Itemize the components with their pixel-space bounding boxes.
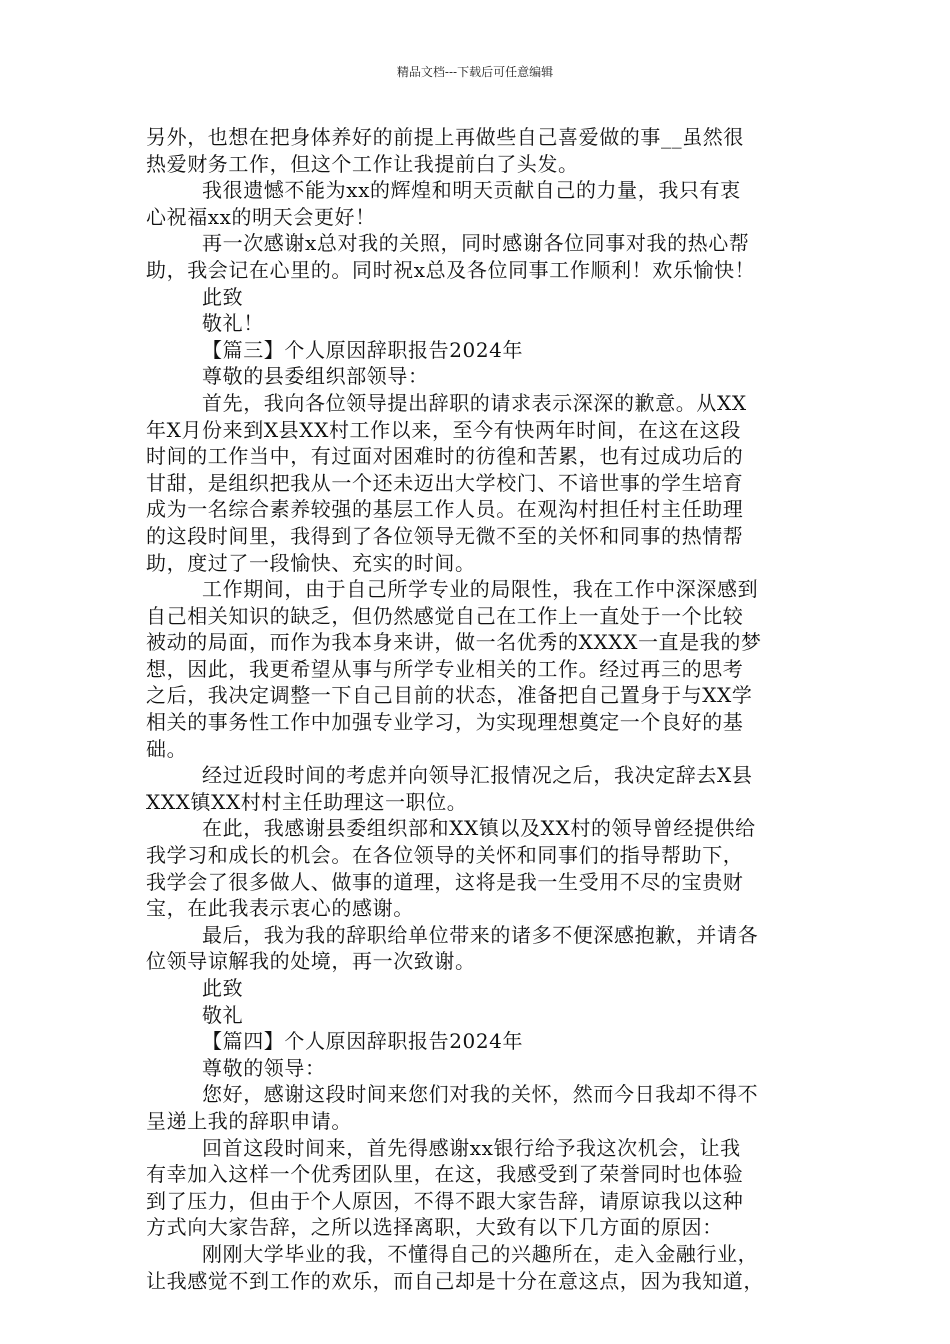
text-line: 让我感觉不到工作的欢乐，而自己却是十分在意这点，因为我知道， [146,1268,764,1293]
text-line: 首先，我向各位领导提出辞职的请求表示深深的歉意。从XX [202,390,747,415]
text-line: 尊敬的县委组织部领导： [202,364,429,389]
text-line: 相关的事务性工作中加强专业学习，为实现理想奠定一个良好的基 [146,710,744,735]
text-line: 工作期间，由于自己所学专业的局限性，我在工作中深深感到 [202,577,759,602]
text-line: 被动的局面，而作为我本身来讲，做一名优秀的XXXX一直是我的梦 [146,630,762,655]
text-line: 甘甜，是组织把我从一个还未迈出大学校门、不谙世事的学生培育 [146,470,744,495]
text-line: 刚刚大学毕业的我，不懂得自己的兴趣所在，走入金融行业， [202,1241,759,1266]
text-line: 回首这段时间来，首先得感谢xx银行给予我这次机会，让我 [202,1135,741,1160]
text-line: 础。 [146,736,188,761]
text-line: 呈递上我的辞职申请。 [146,1108,352,1133]
text-line: 再一次感谢x总对我的关照，同时感谢各位同事对我的热心帮 [202,231,750,256]
text-line: 的这段时间里，我得到了各位领导无微不至的关怀和同事的热情帮 [146,523,744,548]
text-line: 助，我会记在心里的。同时祝x总及各位同事工作顺利！欢乐愉快！ [146,257,756,282]
text-line: 自己相关知识的缺乏，但仍然感觉自己在工作上一直处于一个比较 [146,603,744,628]
text-line: 在此，我感谢县委组织部和XX镇以及XX村的领导曾经提供给 [202,816,756,841]
text-line: 之后，我决定调整一下自己目前的状态，准备把自己置身于与XX学 [146,683,753,708]
text-line: 位领导谅解我的处境，再一次致谢。 [146,949,476,974]
text-line: XXX镇XX村村主任助理这一职位。 [146,789,468,814]
text-line: 宝，在此我表示衷心的感谢。 [146,896,414,921]
text-line: 敬礼 [202,1002,244,1027]
text-line: 【篇四】个人原因辞职报告2024年 [202,1029,524,1054]
text-line: 热爱财务工作，但这个工作让我提前白了头发。 [146,151,579,176]
text-line: 此致 [202,976,244,1000]
text-line: 心祝福xx的明天会更好！ [146,204,376,229]
text-line: 此致 [202,284,244,309]
text-line: 有幸加入这样一个优秀团队里，在这，我感受到了荣誉同时也体验 [146,1162,744,1187]
text-line: 另外，也想在把身体养好的前提上再做些自己喜爱做的事__虽然很 [146,125,744,149]
text-line: 到了压力，但由于个人原因，不得不跟大家告辞，请原谅我以这种 [146,1188,744,1213]
document-body [146,124,822,1294]
text-line: 成为一名综合素养较强的基层工作人员。在观沟村担任村主任助理 [146,497,744,522]
text-line: 【篇三】个人原因辞职报告2024年 [202,337,524,362]
page-header: 精品文档---下载后可任意编辑 [396,65,554,79]
text-line: 我学会了很多做人、做事的道理，这将是我一生受用不尽的宝贵财 [146,869,744,894]
text-line: 方式向大家告辞，之所以选择离职，大致有以下几方面的原因： [146,1215,723,1240]
text-line: 尊敬的领导： [202,1055,326,1080]
text-line: 助，度过了一段愉快、充实的时间。 [146,550,476,575]
text-line: 年X月份来到X县XX村工作以来，至今有快两年时间，在这在这段 [146,417,741,442]
text-line: 我很遗憾不能为xx的辉煌和明天贡献自己的力量，我只有衷 [202,178,741,203]
text-line: 想，因此，我更希望从事与所学专业相关的工作。经过再三的思考 [146,656,744,681]
text-line: 我学习和成长的机会。在各位领导的关怀和同事们的指导帮助下， [146,843,744,868]
text-line: 您好，感谢这段时间来您们对我的关怀，然而今日我却不得不 [202,1082,759,1107]
text-line: 最后，我为我的辞职给单位带来的诸多不便深感抱歉，并请各 [202,922,759,947]
text-line: 经过近段时间的考虑并向领导汇报情况之后，我决定辞去X县 [202,763,753,788]
text-line: 时间的工作当中，有过面对困难时的彷徨和苦累，也有过成功后的 [146,444,744,469]
text-line: 敬礼！ [202,311,264,336]
